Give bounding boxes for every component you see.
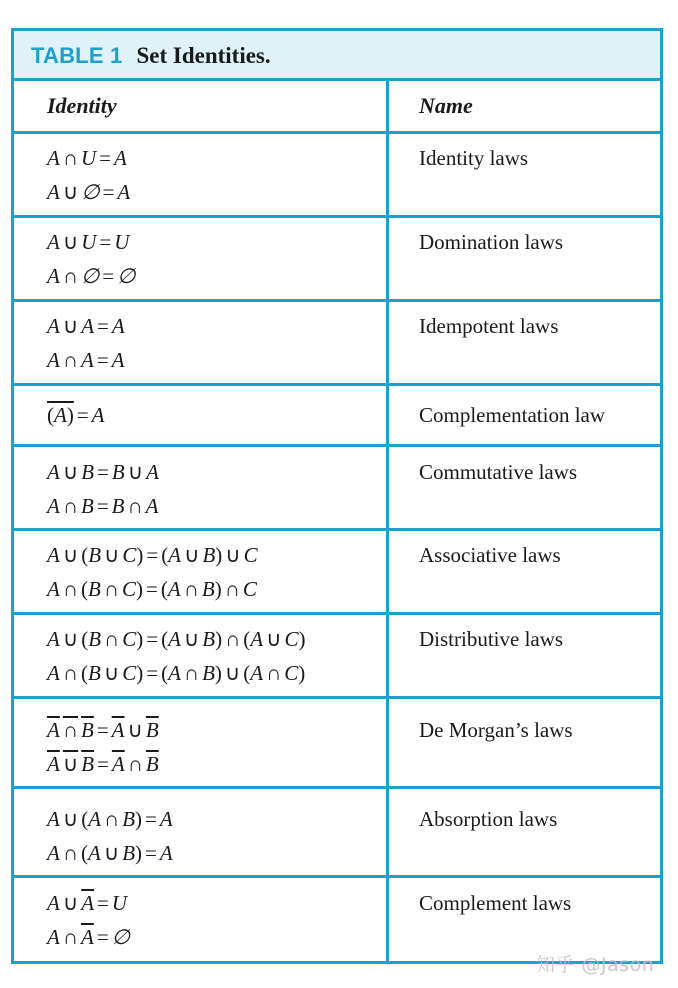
law-name: Absorption laws <box>419 807 558 831</box>
header-row <box>14 81 660 131</box>
table-row <box>14 447 660 528</box>
identity-formula: (A) = A <box>47 403 105 427</box>
identity-cell <box>47 309 125 377</box>
identity-formula: A ∩ (A ∪ B) = A <box>47 841 173 865</box>
law-name: Associative laws <box>419 543 561 567</box>
table-row <box>14 302 660 383</box>
identity-formula: A ∪ (B ∪ C) = (A ∪ B) ∪ C <box>47 543 258 567</box>
table-label: TABLE 1 <box>31 42 123 68</box>
table-caption <box>14 31 660 81</box>
law-name: Domination laws <box>419 230 564 254</box>
header-identity: Identity <box>47 93 117 118</box>
identity-formula: A ∩ A = A <box>47 348 125 372</box>
identity-formula: A ∪ ∅ = A <box>47 180 131 204</box>
identity-cell <box>47 713 159 781</box>
identity-formula: A ∪ (B ∩ C) = (A ∪ B) ∩ (A ∪ C) <box>47 627 306 651</box>
header-name: Name <box>419 93 473 118</box>
law-name: Idempotent laws <box>419 314 559 338</box>
law-name: Identity laws <box>419 146 529 170</box>
identity-cell <box>47 622 305 690</box>
set-identities-table <box>11 28 663 964</box>
identity-formula: A ∩ $\overline{A}$ = ∅ <box>47 925 130 949</box>
law-name: Distributive laws <box>419 627 564 651</box>
identity-cell <box>47 398 105 432</box>
identity-cell <box>47 802 173 870</box>
watermark-text: 知乎 @Jason <box>536 954 655 976</box>
law-name: De Morgan’s laws <box>419 718 573 742</box>
law-name: Complementation law <box>419 403 606 427</box>
table-row <box>14 134 660 215</box>
identity-formula: A ∩ (B ∪ C) = (A ∩ B) ∪ (A ∩ C) <box>47 661 306 685</box>
identity-cell <box>47 886 130 954</box>
table-row <box>14 531 660 612</box>
table-row <box>14 615 660 696</box>
identity-cell <box>47 141 130 209</box>
table-row <box>14 789 660 875</box>
identity-formula: A ∩ ∅ = ∅ <box>47 264 136 288</box>
identity-formula: A ∩ U = A <box>47 146 127 170</box>
law-name: Commutative laws <box>419 460 578 484</box>
table-row <box>14 878 660 961</box>
identity-formula: A ∩ $B = \overline{A}$ ∪ $\overline{B}$ <box>47 718 159 742</box>
identity-cell <box>47 225 135 293</box>
identity-formula: A ∪ $\overline{A} = U$ <box>47 891 128 915</box>
identity-formula: A ∩ B = B ∩ A <box>47 494 159 518</box>
identity-formula: A ∪ $B = \overline{A}$ ∩ $\overline{B}$ <box>47 752 159 776</box>
identity-formula: A ∪ B = B ∪ A <box>47 460 159 484</box>
table-row <box>14 218 660 299</box>
law-name: Complement laws <box>419 891 572 915</box>
identity-cell <box>47 538 258 606</box>
identity-formula: A ∪ (A ∩ B) = A <box>47 807 173 831</box>
identity-formula: A ∪ A = A <box>47 314 125 338</box>
identity-formula: A ∪ U = U <box>47 230 130 254</box>
identity-cell <box>47 455 159 523</box>
table-title: Set Identities. <box>136 42 271 68</box>
table-row <box>14 699 660 786</box>
table-row <box>14 386 660 444</box>
identity-formula: A ∩ (B ∩ C) = (A ∩ B) ∩ C <box>47 577 257 601</box>
